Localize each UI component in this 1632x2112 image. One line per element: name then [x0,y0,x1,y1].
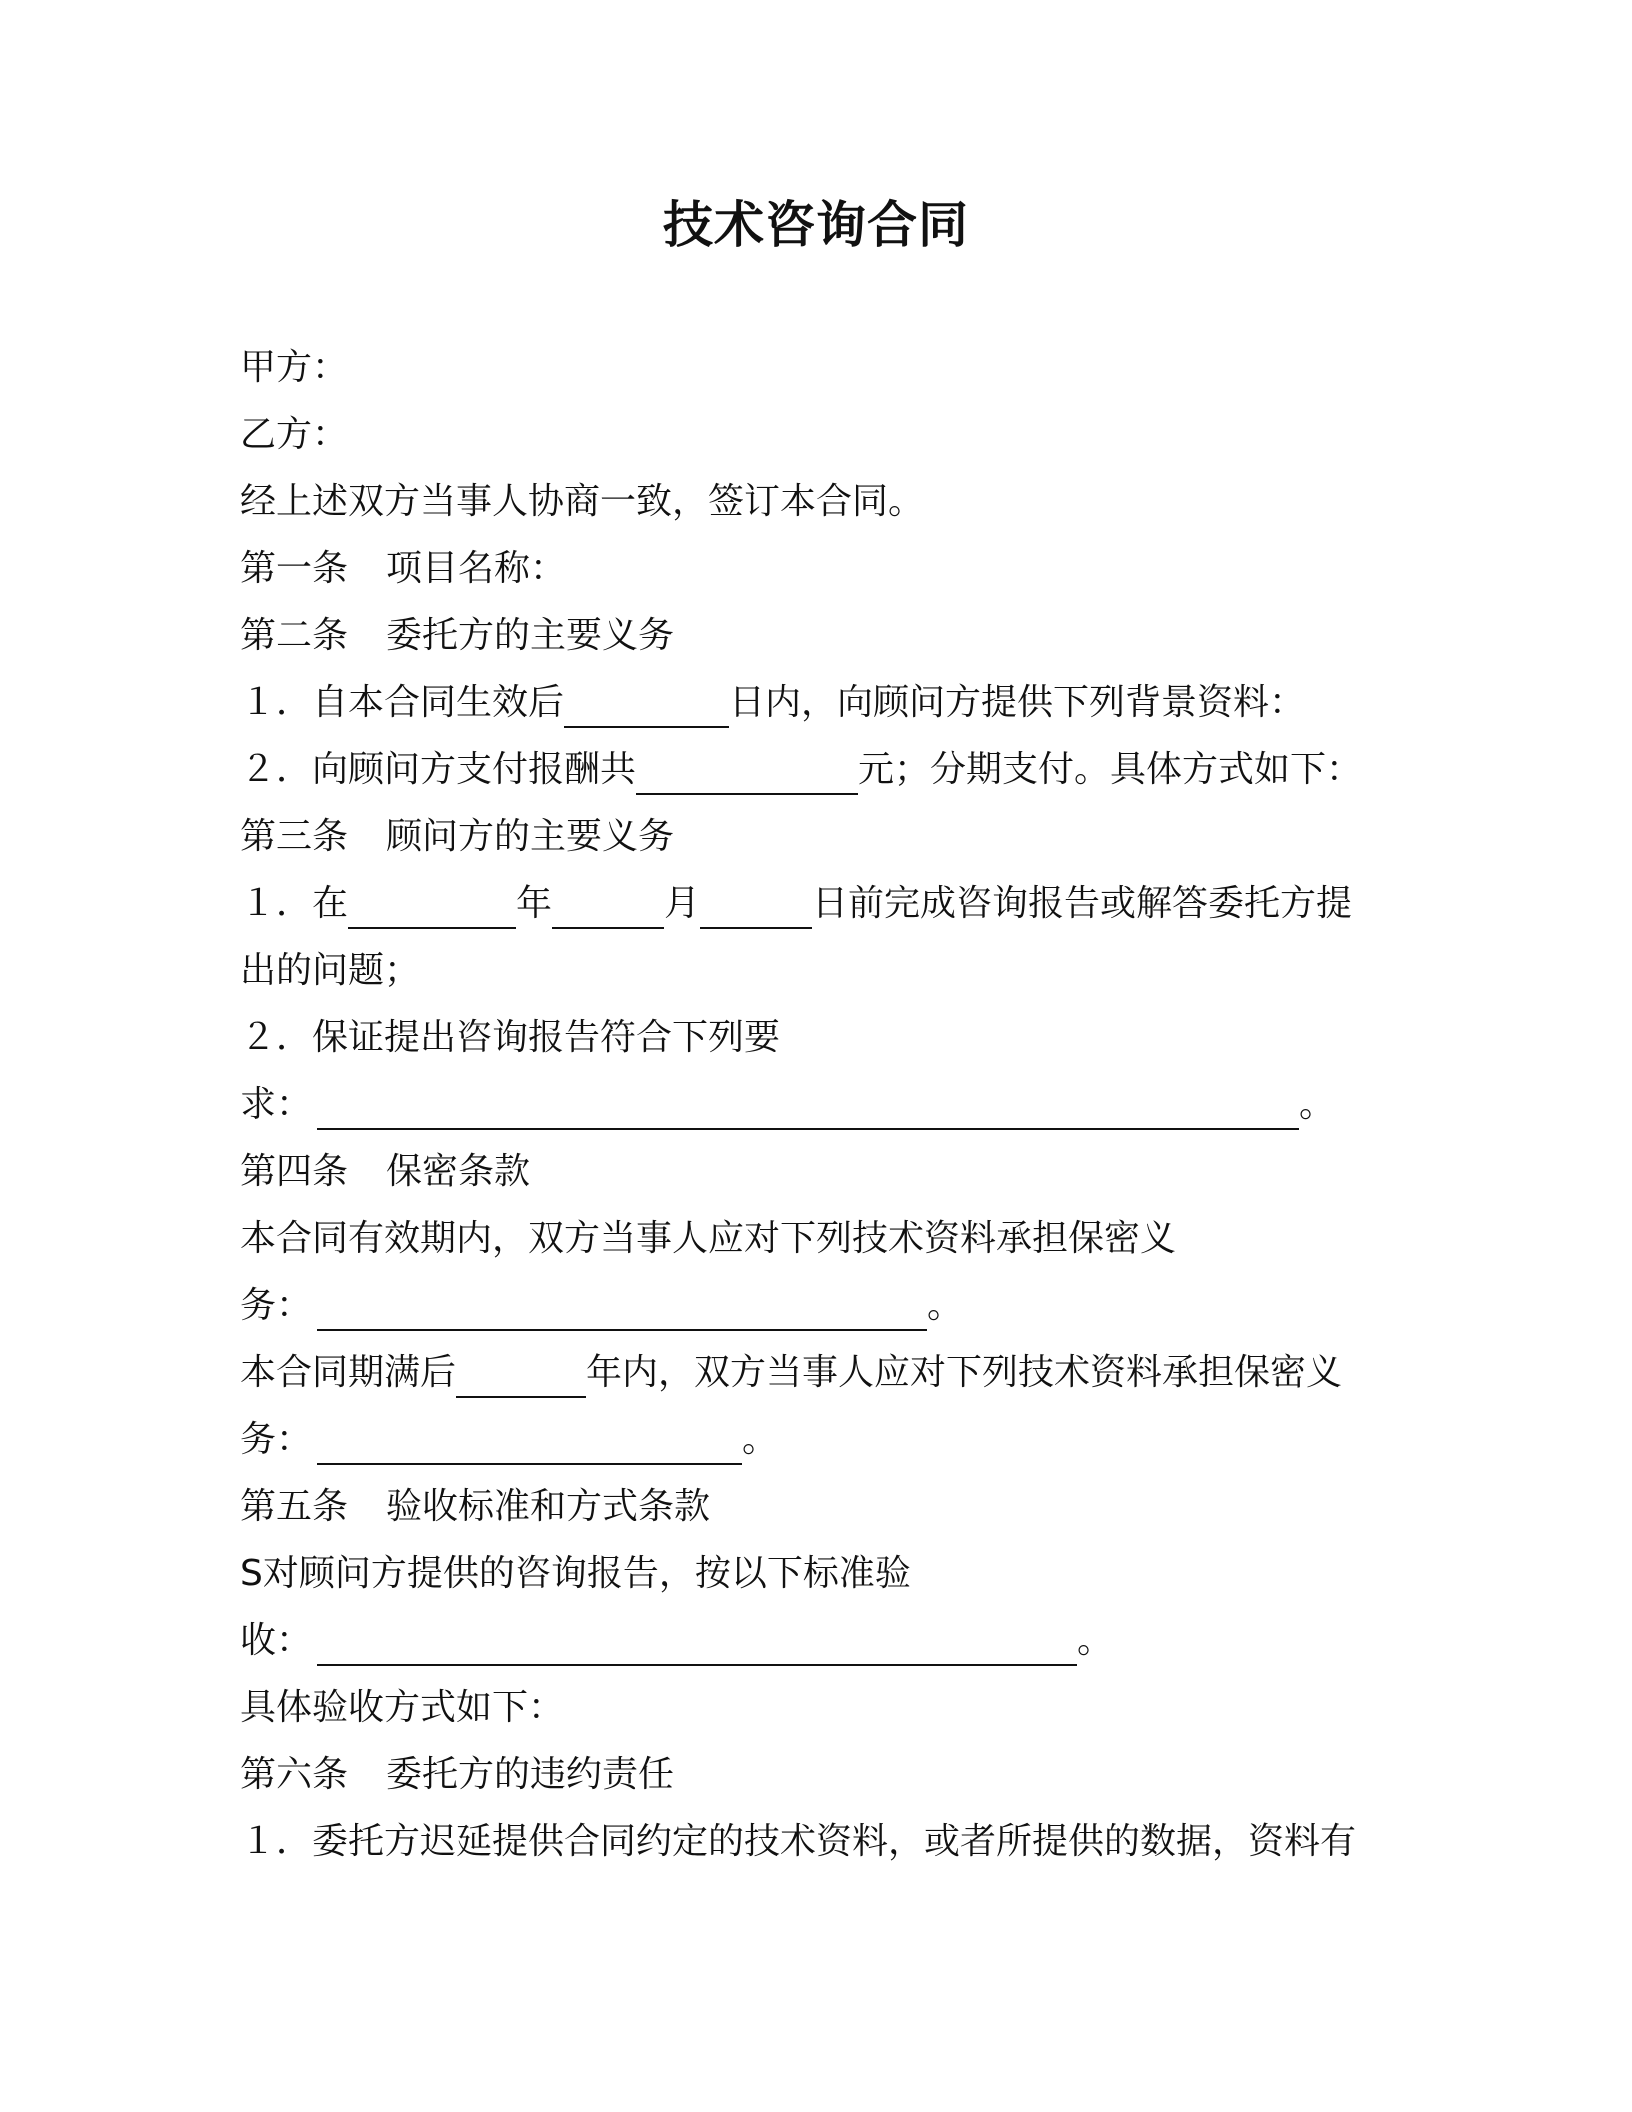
period-mark: 。 [742,1419,779,1460]
article-5-heading [240,1482,710,1532]
intro-text: 经上述双方当事人协商一致，签订本合同。 [240,481,925,522]
article-4-para-2-text-c: 务： [240,1419,313,1460]
article-5-para-1 [240,1549,911,1599]
article-2-heading [240,611,674,661]
article-6-number: 第六条 [240,1754,349,1795]
article-3-item-2 [240,1013,780,1063]
party-b-line [240,410,348,460]
party-a-line [240,343,348,393]
article-4-heading [240,1147,530,1197]
article-3-title: 顾问方的主要义务 [386,816,675,857]
year-label: 年 [516,883,553,924]
intro-line [240,477,924,527]
article-4-number: 第四条 [240,1151,349,1192]
article-3-item-1-text-e: 出的问题； [240,950,421,991]
year-blank [348,887,516,929]
article-4-para-2 [240,1348,1342,1398]
payment-amount-blank [636,753,858,795]
article-2-item-1-text-b: 日内，向顾问方提供下列背景资料： [729,682,1306,723]
article-5-number: 第五条 [240,1486,349,1527]
article-3-item-1-text-a: １．在 [240,883,349,924]
article-3-heading [240,812,674,862]
article-6-heading [240,1750,674,1800]
article-6-item-1 [240,1817,1356,1867]
article-5-title: 验收标准和方式条款 [386,1486,711,1527]
article-4-para-1-text-a: 本合同有效期内，双方当事人应对下列技术资料承担保密义 [240,1218,1177,1259]
article-2-item-1-text-a: １．自本合同生效后 [240,682,565,723]
days-blank [564,686,729,728]
acceptance-standard-blank [317,1624,1077,1666]
article-3-item-1-text-d: 日前完成咨询报告或解答委托方提 [812,883,1353,924]
article-4-para-2-text-b: 年内，双方当事人应对下列技术资料承担保密义 [586,1352,1343,1393]
period-mark: 。 [927,1285,964,1326]
article-6-item-1-text: １．委托方迟延提供合同约定的技术资料，或者所提供的数据，资料有 [240,1821,1357,1862]
article-2-item-2-text-b: 元；分期支付。具体方式如下： [858,749,1363,790]
article-1-title: 项目名称： [386,548,567,589]
period-mark: 。 [1299,1084,1336,1125]
month-blank [552,887,664,929]
article-3-item-2-text-a: ２．保证提出咨询报告符合下列要 [240,1017,781,1058]
years-after-blank [456,1356,586,1398]
article-4-para-1 [240,1214,1176,1264]
report-requirements-blank [317,1088,1299,1130]
article-5-para-2-text: 具体验收方式如下： [240,1687,565,1728]
article-5-para-2 [240,1683,564,1733]
article-1-heading [240,544,566,594]
article-5-para-1-cont [240,1616,1113,1666]
day-blank [700,887,812,929]
article-1-number: 第一条 [240,548,349,589]
month-label: 月 [664,883,701,924]
confidential-materials-blank [317,1289,927,1331]
article-3-number: 第三条 [240,816,349,857]
article-3-item-2-cont [240,1080,1335,1130]
article-2-item-2 [240,745,1362,795]
document-title: 技术咨询合同 [663,196,969,254]
post-term-materials-blank [317,1423,742,1465]
article-3-item-2-text-b: 求： [240,1084,313,1125]
article-4-title: 保密条款 [386,1151,531,1192]
article-2-title: 委托方的主要义务 [386,615,675,656]
period-mark: 。 [1077,1620,1114,1661]
article-6-title: 委托方的违约责任 [386,1754,675,1795]
article-2-item-2-text-a: ２．向顾问方支付报酬共 [240,749,637,790]
article-2-item-1 [240,678,1305,728]
article-4-para-2-cont [240,1415,778,1465]
article-4-para-1-text-b: 务： [240,1285,313,1326]
article-3-item-1 [240,879,1352,929]
article-5-para-1-text-b: 收： [240,1620,313,1661]
article-4-para-2-text-a: 本合同期满后 [240,1352,457,1393]
article-4-para-1-cont [240,1281,963,1331]
party-b-label: 乙方： [240,414,349,455]
article-2-number: 第二条 [240,615,349,656]
article-5-para-1-text-a: S对顾问方提供的咨询报告，按以下标准验 [240,1553,911,1594]
article-3-item-1-cont [240,946,420,996]
party-a-label: 甲方： [240,347,349,388]
